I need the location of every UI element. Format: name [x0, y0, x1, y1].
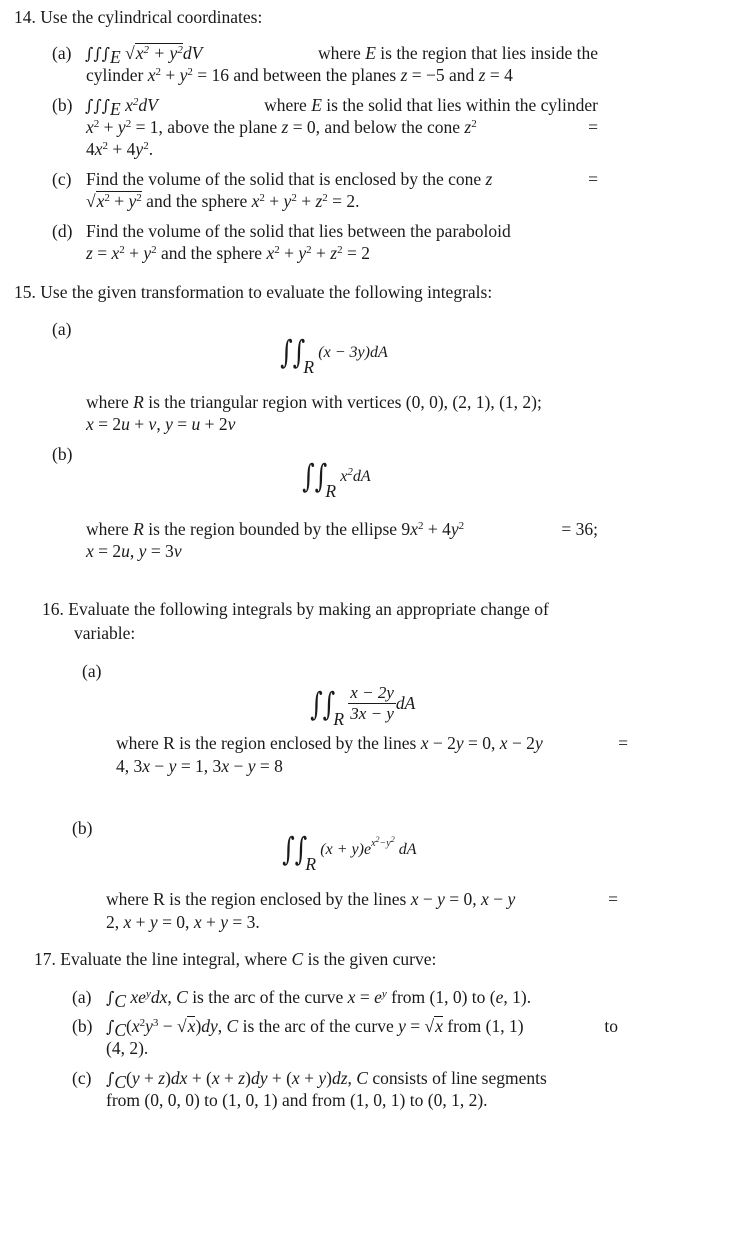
q16a-integral: $\int\int_R$ $\frac{x - 2y}{3x - y}$ dA	[310, 683, 416, 730]
problem-number: 15.	[14, 282, 36, 302]
q14a-desc: where E is the region that lies inside the	[318, 43, 598, 63]
q16b-integral: $\int\int_R$ $(x + y)e^{x^2-y^2}$ dA	[282, 830, 417, 874]
integral-sign: ∫∫∫	[85, 44, 111, 63]
q15b-line1: where R is the region bounded by the ellipse $9x^2 + 4y^2$ = 36;	[86, 519, 598, 539]
fraction: $\frac{x - 2y}{3x - y}$	[350, 683, 394, 723]
q14c-line1: Find the volume of the solid that is enclosed by the cone z =	[86, 169, 598, 189]
q14a-line1: $\int\int\int_E$ $√x^2 + y^2dV$ where E is the region that lies inside the	[85, 43, 598, 67]
q14b-line1: $\int\int\int_E$ $x^2dV$ where E is the solid that lies within the cylinder	[85, 95, 598, 119]
q14a-line2: cylinder $x^2 + y^2 = 16$ and between the planes z = −5 and z = 4	[86, 65, 513, 85]
part-label: (c)	[52, 169, 72, 189]
part-label: (b)	[52, 444, 73, 464]
q15b-integral: $\int\int_R$ $x^2dA$	[302, 457, 371, 501]
problem-15-heading	[14, 281, 492, 303]
part-label: (a)	[52, 319, 72, 339]
q15a-line2: x = 2u + v, y = u + 2v	[86, 414, 236, 434]
problem-17-heading: 17. Evaluate the line integral, where C is the given curve:	[34, 949, 437, 969]
problem-title: Use the cylindrical coordinates:	[40, 7, 263, 27]
q14b-line3: $4x^2 + 4y^2$.	[86, 139, 154, 159]
problem-number: 14.	[14, 7, 36, 27]
part-label: (a)	[82, 661, 102, 681]
problem-16-title-cont: variable:	[74, 623, 136, 643]
q14c-line2: $√x^2 + y^2$ and the sphere $x^2 + y^2 + z^2 = 2$.	[86, 191, 360, 211]
q16b-line2: 2, x + y = 0, x + y = 3.	[106, 912, 260, 932]
problem-title: Use the given transformation to evaluate the following integrals:	[40, 282, 493, 302]
q15a-line1: where R is the triangular region with vertices (0, 0), (2, 1), (1, 2);	[86, 392, 542, 412]
part-label: (a)	[72, 987, 92, 1007]
problem-title: Evaluate the following integrals by making an appropriate change of	[68, 599, 549, 619]
q15a-integral: $\int\int_R$ (x − 3y)dA	[280, 333, 388, 377]
q14b-line2: $x^2 + y^2 = 1$, above the plane z = 0, and below the cone $z^2$ =	[86, 117, 598, 137]
part-label: (a)	[52, 43, 72, 63]
q14b-desc: where E is the solid that lies within the cylinder	[264, 95, 598, 115]
q16b-line1: where R is the region enclosed by the lines x − y = 0, x − y =	[106, 889, 618, 909]
part-label: (c)	[72, 1068, 92, 1088]
problem-number: 16.	[42, 599, 64, 619]
part-label: (b)	[72, 818, 93, 838]
part-label: (d)	[52, 221, 73, 241]
q17b-line2: (4, 2).	[106, 1038, 149, 1058]
part-label: (b)	[52, 95, 73, 115]
q17c-line1: $\int_C(y + z)dx + (x + z)dy + (x + y)dz$, C consists of line segments	[106, 1068, 547, 1092]
double-integral-sign: ∫∫	[302, 457, 328, 495]
q16a-line1: where R is the region enclosed by the lines x − 2y = 0, x − 2y =	[116, 733, 628, 753]
problem-number: 17.	[34, 949, 56, 969]
q14d-line2: $z = x^2 + y^2$ and the sphere $x^2 + y^2 + z^2 = 2$	[86, 243, 370, 263]
q16a-line2: 4, 3x − y = 1, 3x − y = 8	[116, 756, 283, 776]
part-label: (b)	[72, 1016, 93, 1036]
problem-16-heading	[42, 598, 549, 620]
double-integral-sign: ∫∫	[280, 333, 306, 371]
double-integral-sign: ∫∫	[282, 830, 308, 868]
q17c-line2: from (0, 0, 0) to (1, 0, 1) and from (1, 0, 1) to (0, 1, 2).	[106, 1090, 488, 1110]
q15b-line2: x = 2u, y = 3v	[86, 541, 182, 561]
q17a-line1: $\int_C$ $xe^ydx$, C is the arc of the curve $x = e^y$ from (1, 0) to (e, 1).	[106, 987, 532, 1011]
q14d-line1: Find the volume of the solid that lies between the paraboloid	[86, 221, 511, 241]
integral-sign: ∫∫∫	[85, 96, 111, 115]
double-integral-sign: ∫∫	[310, 684, 336, 723]
problem-14-heading	[14, 6, 262, 28]
q17b-line1: $\int_C(x^2y^3 - √x)dy$, C is the arc of the curve y = √x from (1, 1) to	[106, 1016, 618, 1040]
